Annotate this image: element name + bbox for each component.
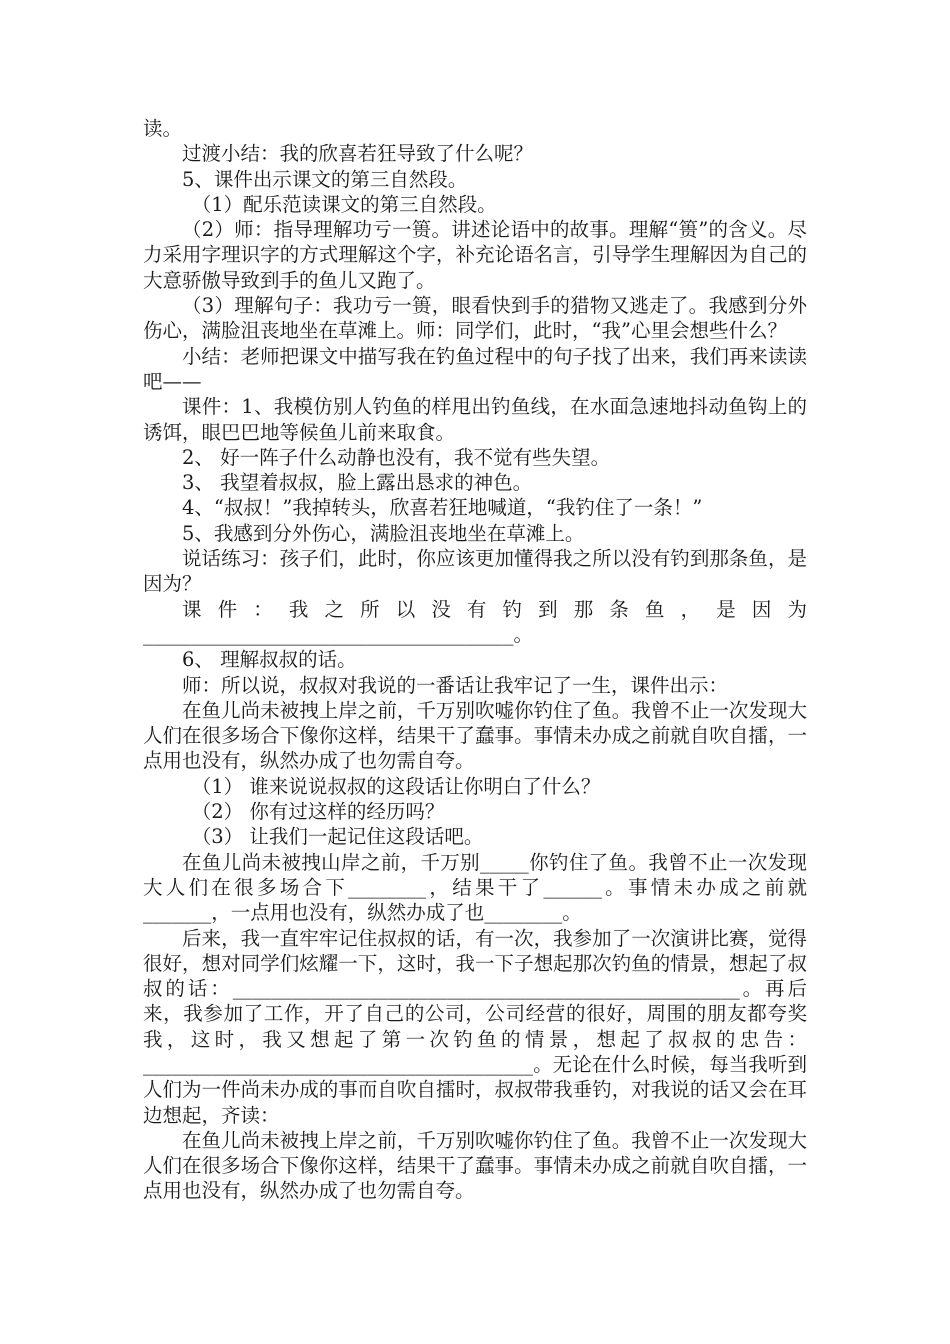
- paragraph: （3） 让我们一起记住这段话吧。: [191, 825, 484, 849]
- paragraph: （1） 谁来说说叔叔的这段话让你明白了什么？: [191, 774, 601, 798]
- paragraph: 6、 理解叔叔的话。: [182, 648, 357, 672]
- paragraph: 5、我感到分外伤心，满脸沮丧地坐在草滩上。: [182, 521, 585, 545]
- paragraph: 过渡小结：我的欣喜若狂导致了什么呢？: [182, 142, 534, 166]
- paragraph: （3）理解句子：我功亏一篑，眼看快到手的猎物又逃走了。我感到分外伤心，满脸沮丧地坐在草滩上。师：同学们，此时，“我”心里会想些什么？: [143, 294, 807, 343]
- paragraph: 5、课件出示课文的第三自然段。: [182, 167, 468, 191]
- paragraph: 2、 好一阵子什么动静也没有，我不觉有些失望。: [182, 445, 611, 469]
- paragraph: 3、 我望着叔叔，脸上露出恳求的神色。: [182, 471, 533, 495]
- paragraph: 在鱼儿尚未被拽山岸之前，千万别_____你钓住了鱼。我曾不止一次发现大人们在很多场合下________，结果干了______。事情未办成之前就_______，一点用也没有，纵然办成了也________。: [143, 850, 807, 925]
- paragraph: 师：所以说，叔叔对我说的一番话让我牢记了一生，课件出示：: [182, 673, 729, 697]
- paragraph: （2） 你有过这样的经历吗？: [191, 800, 445, 824]
- paragraph: 说话练习：孩子们，此时，你应该更加懂得我之所以没有钓到那条鱼，是因为？: [143, 547, 807, 596]
- paragraph: 读。: [143, 117, 183, 140]
- paragraph: （1）配乐范读课文的第三自然段。: [191, 192, 497, 216]
- paragraph: 小结：老师把课文中描写我在钓鱼过程中的句子找了出来，我们再来读读吧——: [143, 344, 807, 393]
- paragraph: 4、“叔叔！”我掉转头，欣喜若狂地喊道，“我钓住了一条！”: [182, 496, 703, 520]
- paragraph: 后来，我一直牢牢记住叔叔的话，有一次，我参加了一次演讲比赛，觉得很好，想对同学们炫耀一下，这时，我一下子想起那次钓鱼的情景，想起了叔叔的话：____________________________________________________。再后来，我参加了工作，开了自己的公司，公司经营的很好，周围的朋友都夸奖我，这时，我又想起了第一次钓鱼的情景，想起了叔叔的忠告：________________________________________。无论在什么时候，每当我听到人们为一件尚未办成的事而自吹自擂时，叔叔带我垂钓，对我说的话又会在耳边想起，齐读：: [143, 926, 807, 1127]
- paragraph: 课件：我之所以没有钓到那条鱼，是因为______________________________________。: [143, 597, 807, 646]
- paragraph: 在鱼儿尚未被拽上岸之前，千万别吹嘘你钓住了鱼。我曾不止一次发现大人们在很多场合下像你这样，结果干了蠢事。事情未办成之前就自吹自擂，一点用也没有，纵然办成了也勿需自夸。: [143, 698, 807, 773]
- paragraph: （2）师：指导理解功亏一篑。讲述论语中的故事。理解“篑”的含义。尽力采用字理识字的方式理解这个字，补充论语名言，引导学生理解因为自己的大意骄傲导致到手的鱼儿又跑了。: [143, 218, 807, 292]
- paragraph: 课件：1、我模仿别人钓鱼的样甩出钓鱼线，在水面急速地抖动鱼钩上的诱饵，眼巴巴地等候鱼儿前来取食。: [143, 395, 807, 444]
- paragraph: 在鱼儿尚未被拽上岸之前，千万别吹嘘你钓住了鱼。我曾不止一次发现大人们在很多场合下像你这样，结果干了蠢事。事情未办成之前就自吹自擂，一点用也没有，纵然办成了也勿需自夸。: [143, 1128, 807, 1203]
- document-page: [143, 116, 807, 1204]
